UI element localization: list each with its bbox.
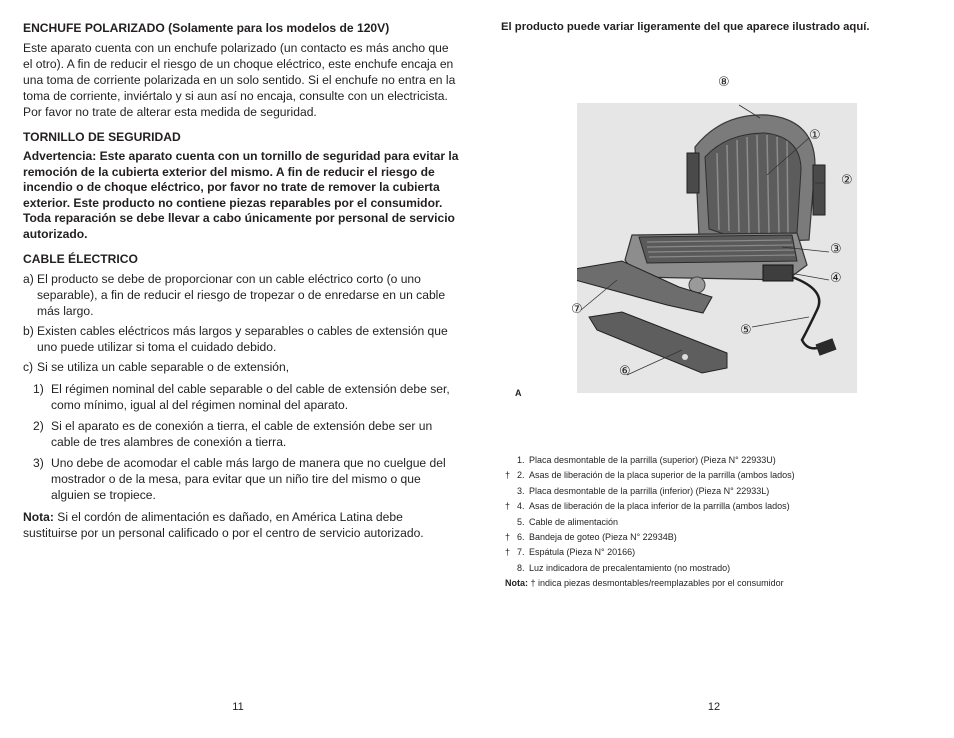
list-item-label: c) — [23, 360, 34, 374]
polarized-plug-heading: ENCHUFE POLARIZADO (Solamente para los modelos de 120V) — [23, 21, 390, 35]
grill-illustration — [571, 65, 857, 395]
list-item — [505, 453, 795, 468]
sub-list-item-label: 1) — [33, 382, 44, 396]
grill-diagram — [577, 65, 857, 395]
list-item — [505, 499, 795, 514]
part-number: 7. — [517, 547, 525, 558]
part-text: Bandeja de goteo (Pieza N° 22934B) — [529, 532, 677, 543]
lower-release-handle — [763, 265, 793, 281]
sub-list-item — [33, 418, 459, 450]
sub-list-item — [33, 381, 459, 413]
sub-list-item-label: 2) — [33, 419, 44, 433]
list-item — [505, 530, 795, 545]
part-dagger: † — [505, 532, 511, 543]
list-item-label: b) — [23, 324, 34, 338]
power-cord-note — [23, 509, 459, 541]
part-dagger: † — [505, 501, 511, 512]
callout-7: ⑦ — [571, 301, 583, 316]
sub-list-item-text: El régimen nominal del cable separable o del cable de extensión debe ser, como mínimo, igual al del régimen nominal del aparato. — [51, 382, 450, 412]
part-text: Placa desmontable de la parrilla (superior) (Pieza N° 22933U) — [529, 455, 776, 465]
parts-list — [505, 453, 795, 592]
safety-screw-warning: Advertencia: Este aparato cuenta con un tornillo de seguridad para evitar la remoción de la cubierta exterior del mismo. A fin de reducir el riesgo de incendio o de choque eléctrico, por favor no trate de remover la cubierta exterior. Este producto no contiene piezas reparables por el consumidor. Toda reparación se debe llevar a cabo únicamente por personal de servicio autorizado. — [23, 149, 459, 241]
product-disclaimer: El producto puede variar ligeramente del que aparece ilustrado aquí. — [501, 21, 870, 33]
drip-tray-hole — [682, 354, 688, 360]
part-number: 4. — [517, 501, 525, 512]
note-text: Si el cordón de alimentación es dañado, en América Latina debe sustituirse por un personal calificado o por el centro de servicio autorizado. — [23, 510, 424, 540]
part-dagger — [505, 561, 517, 576]
right-page — [477, 0, 954, 738]
sub-list-item — [33, 455, 459, 503]
part-number: 2. — [517, 470, 525, 481]
part-text: Luz indicadora de precalentamiento (no mostrado) — [529, 562, 731, 573]
left-column — [23, 20, 459, 541]
sub-list-item-text: Si el aparato es de conexión a tierra, el cable de extensión debe ser un cable de tres alambres de conexión a tierra. — [51, 419, 433, 449]
part-number: 6. — [517, 532, 525, 543]
part-dagger: † — [505, 470, 511, 481]
callout-2: ② — [841, 172, 853, 187]
safety-screw-heading: TORNILLO DE SEGURIDAD — [23, 130, 181, 144]
upper-release-handle-right — [813, 165, 825, 215]
upper-release-handle-left — [687, 153, 699, 193]
list-item — [23, 359, 459, 375]
part-number: 8. — [517, 562, 525, 573]
page-number: 12 — [707, 701, 721, 713]
list-item — [505, 545, 795, 560]
figure-label: A — [515, 388, 522, 398]
note-label: Nota: — [23, 510, 54, 524]
callout-3: ③ — [830, 241, 842, 256]
list-item — [23, 271, 459, 319]
part-number: 1. — [517, 455, 525, 465]
part-text: Espátula (Pieza N° 20166) — [529, 547, 636, 558]
part-text: Placa desmontable de la parrilla (inferior) (Pieza N° 22933L) — [529, 485, 770, 496]
part-dagger — [505, 515, 517, 530]
callout-8: ⑧ — [718, 74, 730, 89]
callout-6: ⑥ — [619, 363, 631, 378]
list-item — [505, 484, 795, 499]
lower-grill-plate — [639, 235, 797, 263]
sub-list-item-label: 3) — [33, 456, 44, 470]
list-item — [505, 468, 795, 483]
list-item-text: Si se utiliza un cable separable o de extensión, — [37, 360, 290, 374]
list-item-text: Existen cables eléctricos más largos y separables o cables de extensión que uno puede utilizar si toma el cuidado debido. — [37, 324, 448, 354]
part-text: Asas de liberación de la placa inferior de la parrilla (ambos lados) — [529, 501, 790, 512]
list-item — [505, 515, 795, 530]
list-item — [505, 561, 795, 576]
part-text: Asas de liberación de la placa superior de la parrilla (ambos lados) — [529, 470, 795, 481]
part-number: 5. — [517, 516, 525, 527]
parts-note-label: Nota: — [505, 578, 528, 589]
power-cord-heading: CABLE ÉLECTRICO — [23, 252, 138, 266]
list-item-label: a) — [23, 272, 34, 286]
callout-5: ⑤ — [740, 322, 752, 337]
part-number: 3. — [517, 485, 525, 496]
part-dagger — [505, 453, 517, 468]
parts-note — [505, 576, 795, 591]
callout-4: ④ — [830, 270, 842, 285]
list-item-text: El producto se debe de proporcionar con un cable eléctrico corto (o uno separable), a fin de reducir el riesgo de tropezar o de enredarse en un cable más largo. — [37, 272, 446, 318]
list-item — [23, 323, 459, 355]
polarized-plug-text: Este aparato cuenta con un enchufe polarizado (un contacto es más ancho que el otro). A fin de reducir el riesgo de un choque eléctrico, este enchufe encaja en una toma de corriente polarizada en un solo sentido. Si el enchufe no entra en la toma de corriente, inviértalo y si aun así no encaja, consulte con un electricista. Por favor no trate de alterar esta medida de seguridad. — [23, 41, 456, 119]
part-dagger — [505, 484, 517, 499]
part-dagger: † — [505, 547, 511, 558]
callout-1: ① — [809, 127, 821, 142]
page-number: 11 — [232, 701, 244, 713]
part-text: Cable de alimentación — [529, 516, 619, 527]
parts-note-text: † indica piezas desmontables/reemplazables por el consumidor — [528, 578, 784, 589]
sub-list-item-text: Uno debe de acomodar el cable más largo de manera que no cuelgue del mostrador o de la mesa, para evitar que un niño tire del mismo o que alguien se tropiece. — [51, 456, 446, 502]
